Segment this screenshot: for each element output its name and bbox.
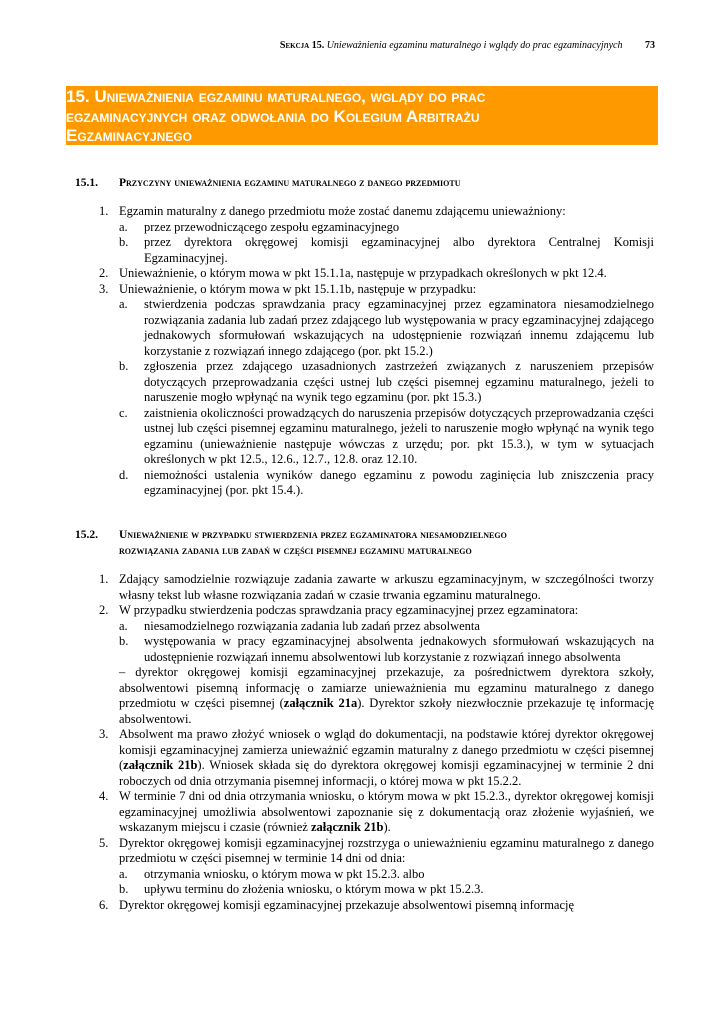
subsection-number: 15.1. bbox=[75, 177, 98, 189]
list-15-2 bbox=[94, 572, 654, 913]
list-item bbox=[94, 266, 654, 282]
header-section-subtitle: Unieważnienia egzaminu maturalnego i wglądy do prac egzaminacyjnych bbox=[326, 40, 623, 51]
item-text: Absolwent ma prawo złożyć wniosek o wgląd do dokumentacji, na podstawie której dyrektor okręgowej komisji egzaminacyjnej zamierza unieważnić egzamin maturalny z danego przedmiotu w części pisemnej ( bbox=[119, 727, 654, 772]
item-text: W przypadku stwierdzenia podczas sprawdzania pracy egzaminacyjnej przez egzaminatora: bbox=[119, 603, 579, 617]
item-text: Dyrektor okręgowej komisji egzaminacyjnej rozstrzyga o unieważnieniu egzaminu maturalnego z danego przedmiotu w części pisemnej w terminie 14 dni od dnia: bbox=[119, 835, 654, 865]
list-item bbox=[94, 204, 654, 220]
item-number: 3. bbox=[99, 281, 109, 296]
sub-item-letter: d. bbox=[119, 467, 129, 482]
list-item bbox=[94, 603, 654, 619]
list-item bbox=[94, 727, 654, 789]
sub-item-letter: a. bbox=[119, 866, 128, 881]
item-number: 3. bbox=[99, 727, 109, 741]
continuation-text: – dyrektor okręgowej komisji egzaminacyjnej przekazuje, za pośrednictwem dyrektora szkoły, absolwentowi pisemną informację o zamiarze unieważnienia mu egzaminu maturalnego z danego przedmiotu w części pisemnej ( bbox=[119, 665, 654, 710]
list-item bbox=[94, 282, 654, 298]
attachment-reference: załącznik 21b bbox=[310, 820, 384, 834]
item-text: Egzamin maturalny z danego przedmiotu może zostać danemu zdającemu unieważniony: bbox=[119, 204, 566, 218]
page-number: 73 bbox=[645, 40, 655, 51]
section-title bbox=[66, 87, 658, 146]
sub-item-letter: b. bbox=[119, 634, 129, 648]
sub-item-text: stwierdzenia podczas sprawdzania pracy egzaminacyjnej przez egzaminatora niesamodzielnego rozwiązania zadania lub zadań przez zdającego lub występowania w pracy egzaminacyjnej zdającego jednakowych sformułowań wskazujących na udostępnienie rozwiązań innemu zdającemu lub korzystanie z rozwiązań innego zdającego (por. pkt 15.2.) bbox=[144, 297, 654, 358]
sub-item bbox=[94, 634, 654, 665]
section-title-line-1: 15. Unieważnienia egzaminu maturalnego, wglądy do prac bbox=[66, 87, 486, 106]
attachment-reference: załącznik 21a bbox=[283, 696, 358, 710]
sub-item-letter: b. bbox=[119, 235, 129, 249]
sub-item bbox=[94, 220, 654, 236]
item-number: 2. bbox=[99, 603, 109, 617]
sub-item-letter: b. bbox=[119, 359, 129, 373]
item-text: ). Wniosek składa się do dyrektora okręgowej komisji egzaminacyjnej w terminie 2 dni roboczych od dnia otrzymania pisemnej informacji, o której mowa w pkt 15.2.2. bbox=[119, 758, 654, 788]
subsection-number: 15.2. bbox=[75, 529, 98, 541]
item-number: 2. bbox=[99, 266, 109, 280]
item-number: 4. bbox=[99, 789, 109, 803]
item-text: Zdający samodzielnie rozwiązuje zadania zawarte w arkuszu egzaminacyjnym, w szczególności tworzy własny tekst lub własne rozwiązania zadań w czasie trwania egzaminu maturalnego. bbox=[119, 572, 654, 602]
list-item bbox=[94, 572, 654, 603]
subsection-title-line-2: rozwiązania zadania lub zadań w części pisemnej egzaminu maturalnego bbox=[119, 545, 472, 557]
sub-item-text: otrzymania wniosku, o którym mowa w pkt 15.2.3. albo bbox=[144, 866, 425, 881]
sub-item bbox=[94, 619, 654, 635]
item-continuation bbox=[94, 665, 654, 727]
sub-item bbox=[94, 468, 654, 499]
sub-item-letter: a. bbox=[119, 297, 128, 311]
item-number: 1. bbox=[99, 572, 109, 586]
list-item bbox=[94, 789, 654, 836]
sub-item-text: zaistnienia okoliczności prowadzących do naruszenia przepisów dotyczących przeprowadzania części ustnej lub części pisemnej egzaminu maturalnego, jeżeli to naruszenie mogło wpłynąć na wynik tego egzaminu (unieważnienie następuje wówczas z urzędu; por. pkt 15.3.), w tym w sytuacjach określonych w pkt 12.5., 12.6., 12.7., 12.8. oraz 12.10. bbox=[144, 405, 654, 466]
sub-item bbox=[94, 359, 654, 406]
item-text: W terminie 7 dni od dnia otrzymania wniosku, o którym mowa w pkt 15.2.3., dyrektor okręgowej komisji egzaminacyjnej umożliwia absolwentowi zapoznanie się z dokumentacją oraz złożenie wyjaśnień, we wskazanym miejscu i czasie (również bbox=[119, 789, 654, 834]
section-title-line-3: Egzaminacyjnego bbox=[66, 126, 193, 145]
sub-item-letter: b. bbox=[119, 882, 129, 896]
sub-item bbox=[94, 297, 654, 359]
list-item bbox=[94, 898, 654, 914]
sub-item-text: przez przewodniczącego zespołu egzaminacyjnego bbox=[144, 219, 400, 234]
item-number: 5. bbox=[99, 835, 109, 850]
section-title-line-2: egzaminacyjnych oraz odwołania do Kolegium Arbitrażu bbox=[66, 106, 480, 126]
sub-item-text: przez dyrektora okręgowej komisji egzaminacyjnej albo dyrektora Centralnej Komisji Egzaminacyjnej. bbox=[144, 235, 654, 265]
continuation-text: ). Dyrektor szkoły niezwłocznie przekazuje tę informację absolwentowi. bbox=[119, 696, 654, 726]
item-text: ). bbox=[383, 820, 391, 834]
item-text: Dyrektor okręgowej komisji egzaminacyjnej przekazuje absolwentowi pisemną informację bbox=[119, 897, 575, 912]
section-banner bbox=[66, 86, 658, 145]
item-text: Unieważnienie, o którym mowa w pkt 15.1.1b, następuje w przypadku: bbox=[119, 281, 477, 296]
sub-item-letter: a. bbox=[119, 219, 128, 234]
item-number: 6. bbox=[99, 897, 109, 912]
list-15-1 bbox=[94, 204, 654, 499]
sub-item-text: występowania w pracy egzaminacyjnej absolwenta jednakowych sformułowań wskazujących na udostępnienie rozwiązań innemu absolwentowi lub korzystanie z rozwiązań innego absolwenta bbox=[144, 634, 654, 664]
subsection-title-line-1: Unieważnienie w przypadku stwierdzenia przez egzaminatora niesamodzielnego bbox=[119, 529, 507, 541]
sub-item-text: niemożności ustalenia wyników danego egzaminu z powodu zaginięcia lub zniszczenia pracy egzaminacyjnej (por. pkt 15.4.). bbox=[144, 467, 654, 497]
sub-item bbox=[94, 867, 654, 883]
header-section-label: Sekcja 15. bbox=[279, 40, 325, 51]
list-item bbox=[94, 836, 654, 867]
sub-item bbox=[94, 406, 654, 468]
sub-item bbox=[94, 235, 654, 266]
running-header bbox=[180, 40, 655, 51]
sub-item-text: zgłoszenia przez zdającego uzasadnionych zastrzeżeń związanych z naruszeniem przepisów dotyczących przeprowadzania części ustnej lub części pisemnej egzaminu maturalnego, jeżeli to naruszenie mogło wpłynąć na wynik tego egzaminu (por. pkt 15.3.) bbox=[144, 359, 654, 404]
sub-item-letter: a. bbox=[119, 618, 128, 633]
sub-item-text: niesamodzielnego rozwiązania zadania lub zadań przez absolwenta bbox=[144, 618, 480, 633]
item-text: Unieważnienie, o którym mowa w pkt 15.1.1a, następuje w przypadkach określonych w pkt 12.4. bbox=[119, 266, 607, 280]
sub-item-letter: c. bbox=[119, 405, 128, 420]
sub-item bbox=[94, 882, 654, 898]
item-number: 1. bbox=[99, 204, 109, 218]
sub-item-text: upływu terminu do złożenia wniosku, o którym mowa w pkt 15.2.3. bbox=[144, 882, 484, 896]
attachment-reference: załącznik 21b bbox=[123, 758, 198, 772]
subsection-title: Przyczyny unieważnienia egzaminu maturalnego z danego przedmiotu bbox=[119, 177, 461, 189]
